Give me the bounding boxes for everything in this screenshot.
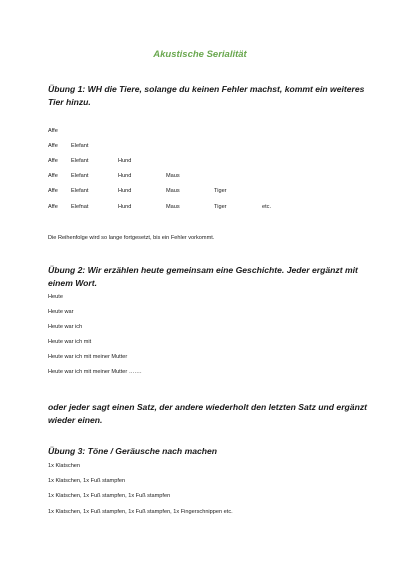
- animal-cell: etc.: [262, 204, 272, 210]
- animal-cell: Elefant: [71, 173, 89, 179]
- uebung-1-heading: Übung 1: WH die Tiere, solange du keinen Fehler machst, kommt ein weiteres Tier hinzu.: [48, 84, 365, 107]
- sound-line: 1x Klatschen, 1x Fuß stampfen, 1x Fuß stampfen, 1x Fingerschnippen etc.: [48, 509, 233, 515]
- animal-cell: Elefant: [71, 188, 89, 194]
- animal-cell: Hund: [118, 173, 132, 179]
- story-line: Heute war ich: [48, 324, 83, 330]
- animal-cell: Maus: [166, 188, 180, 194]
- animal-cell: Affe: [48, 128, 58, 134]
- animal-cell: Hund: [118, 188, 132, 194]
- animal-cell: Affe: [48, 173, 58, 179]
- animal-cell: Affe: [48, 188, 58, 194]
- animal-cell: Hund: [118, 204, 132, 210]
- uebung-1-note: Die Reihenfolge wird so lange fortgesetzt, bis ein Fehler vorkommt.: [48, 235, 215, 241]
- story-line: Heute war ich mit meiner Mutter: [48, 354, 128, 360]
- animal-cell: Maus: [166, 173, 180, 179]
- animal-cell: Affe: [48, 158, 58, 164]
- uebung-2-heading: Übung 2: Wir erzählen heute gemeinsam eine Geschichte. Jeder ergänzt mit einem Wort.: [48, 265, 358, 288]
- animal-cell: Hund: [118, 158, 132, 164]
- story-line: Heute: [48, 294, 63, 300]
- uebung-3-heading: Übung 3: Töne / Geräusche nach machen: [48, 446, 218, 456]
- animal-cell: Elefant: [71, 158, 89, 164]
- story-line: Heute war ich mit: [48, 339, 92, 345]
- story-line: Heute war: [48, 309, 74, 315]
- document-title: Akustische Serialität: [153, 49, 247, 60]
- animal-cell: Maus: [166, 204, 180, 210]
- sound-line: 1x Klatschen, 1x Fuß stampfen: [48, 478, 126, 484]
- alternative-instruction: oder jeder sagt einen Satz, der andere wiederholt den letzten Satz und ergänzt wieder einen.: [48, 402, 367, 425]
- animal-cell: Affe: [48, 204, 58, 210]
- animal-cell: Tiger: [214, 188, 227, 194]
- animal-cell: Affe: [48, 143, 58, 149]
- sound-line: 1x Klatschen: [48, 463, 81, 469]
- sound-line: 1x Klatschen, 1x Fuß stampfen, 1x Fuß stampfen: [48, 493, 171, 499]
- animal-cell: Elefant: [71, 143, 89, 149]
- animal-cell: Elefnat: [71, 204, 89, 210]
- story-line: Heute war ich mit meiner Mutter …….: [48, 369, 142, 375]
- animal-cell: Tiger: [214, 204, 227, 210]
